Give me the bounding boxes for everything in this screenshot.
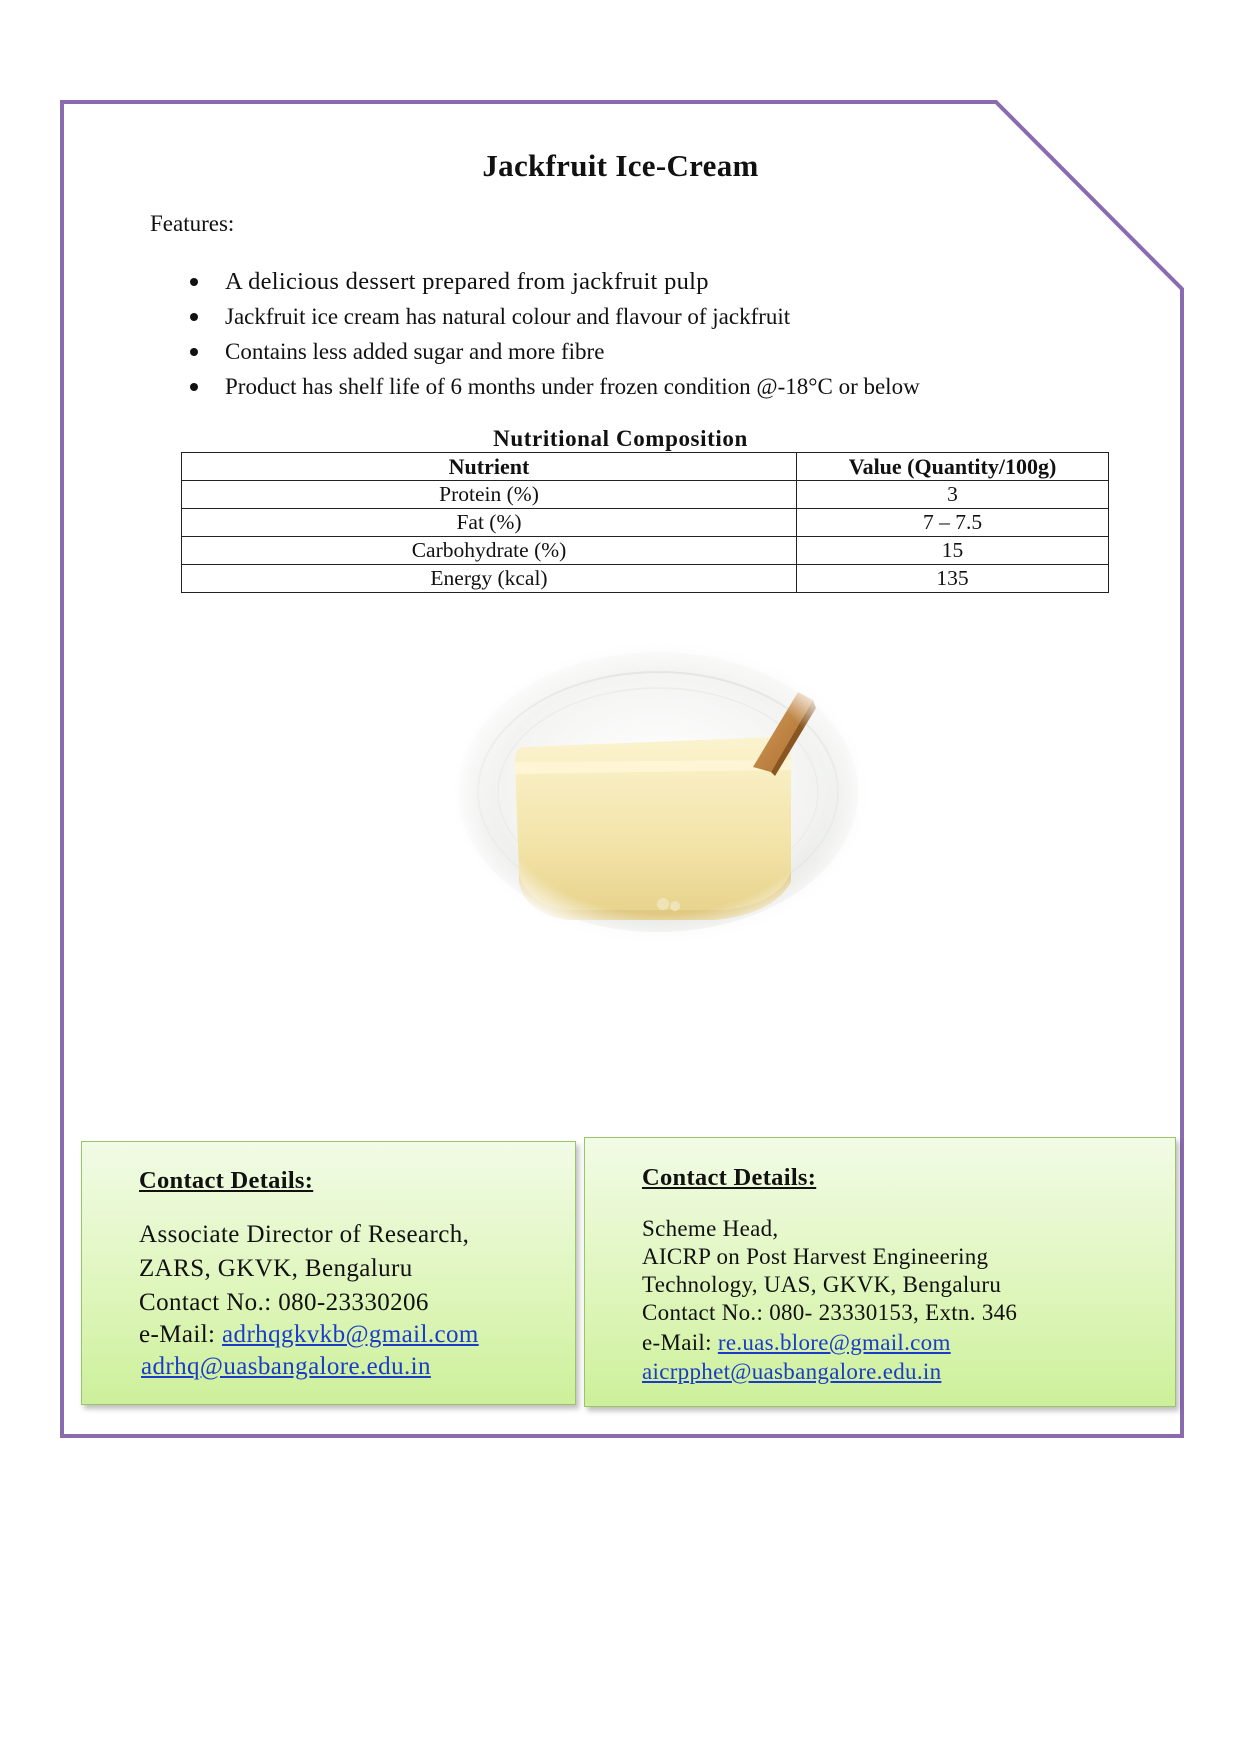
- cell-nutrient: Carbohydrate (%): [182, 537, 797, 565]
- page-title: Jackfruit Ice-Cream: [482, 148, 759, 183]
- feature-item: A delicious dessert prepared from jackfruit pulp: [190, 264, 920, 299]
- header-value: Value (Quantity/100g): [797, 453, 1109, 481]
- bullet-icon: [190, 313, 198, 321]
- bullet-icon: [190, 348, 198, 356]
- bullet-icon: [190, 383, 198, 391]
- header-nutrient: Nutrient: [182, 453, 797, 481]
- features-list: [190, 264, 920, 404]
- email-link[interactable]: adrhqgkvkb@gmail.com: [222, 1321, 479, 1348]
- contact-heading: Contact Details:: [139, 1167, 314, 1194]
- email-label: e-Mail:: [642, 1330, 718, 1355]
- feature-item: Jackfruit ice cream has natural colour and flavour of jackfruit: [190, 299, 920, 334]
- cell-value: 15: [797, 537, 1109, 565]
- email-link[interactable]: re.uas.blore@gmail.com: [717, 1330, 951, 1355]
- contact-box-right: [584, 1137, 1176, 1407]
- contact-email-line: [139, 1321, 479, 1349]
- table-row: [182, 481, 1109, 509]
- feature-item: Contains less added sugar and more fibre: [190, 334, 920, 369]
- table-header-row: [182, 453, 1109, 481]
- cell-value: 3: [797, 481, 1109, 509]
- table-row: [182, 537, 1109, 565]
- contact-email-line: [642, 1359, 941, 1385]
- contact-phone: Contact No.: 080- 23330153, Extn. 346: [642, 1300, 1018, 1325]
- contact-line: AICRP on Post Harvest Engineering: [642, 1244, 989, 1269]
- table-row: [182, 509, 1109, 537]
- contact-email-line: [642, 1330, 951, 1356]
- nutrition-table: [181, 452, 1109, 593]
- ice-cream-photo: [453, 642, 869, 944]
- bullet-icon: [190, 278, 198, 286]
- table-caption: Nutritional Composition: [493, 426, 748, 451]
- features-label: Features:: [150, 211, 235, 236]
- email-label: e-Mail:: [139, 1321, 223, 1348]
- contact-phone: Contact No.: 080-23330206: [139, 1289, 429, 1316]
- contact-box-left: [81, 1141, 576, 1405]
- feature-item: Product has shelf life of 6 months under frozen condition @-18°C or below: [190, 369, 920, 404]
- cell-nutrient: Fat (%): [182, 509, 797, 537]
- email-link[interactable]: aicrpphet@uasbangalore.edu.in: [642, 1359, 942, 1384]
- contact-line: Scheme Head,: [642, 1216, 779, 1241]
- cell-value: 7 – 7.5: [797, 509, 1109, 537]
- email-link[interactable]: adrhq@uasbangalore.edu.in: [141, 1353, 431, 1380]
- contact-email-line: [141, 1353, 431, 1381]
- contact-heading: Contact Details:: [642, 1164, 817, 1191]
- contact-line: ZARS, GKVK, Bengaluru: [139, 1255, 413, 1282]
- cell-value: 135: [797, 565, 1109, 593]
- table-row: [182, 565, 1109, 593]
- contact-line: Technology, UAS, GKVK, Bengaluru: [642, 1272, 1002, 1297]
- cell-nutrient: Energy (kcal): [182, 565, 797, 593]
- cell-nutrient: Protein (%): [182, 481, 797, 509]
- contact-line: Associate Director of Research,: [139, 1221, 470, 1248]
